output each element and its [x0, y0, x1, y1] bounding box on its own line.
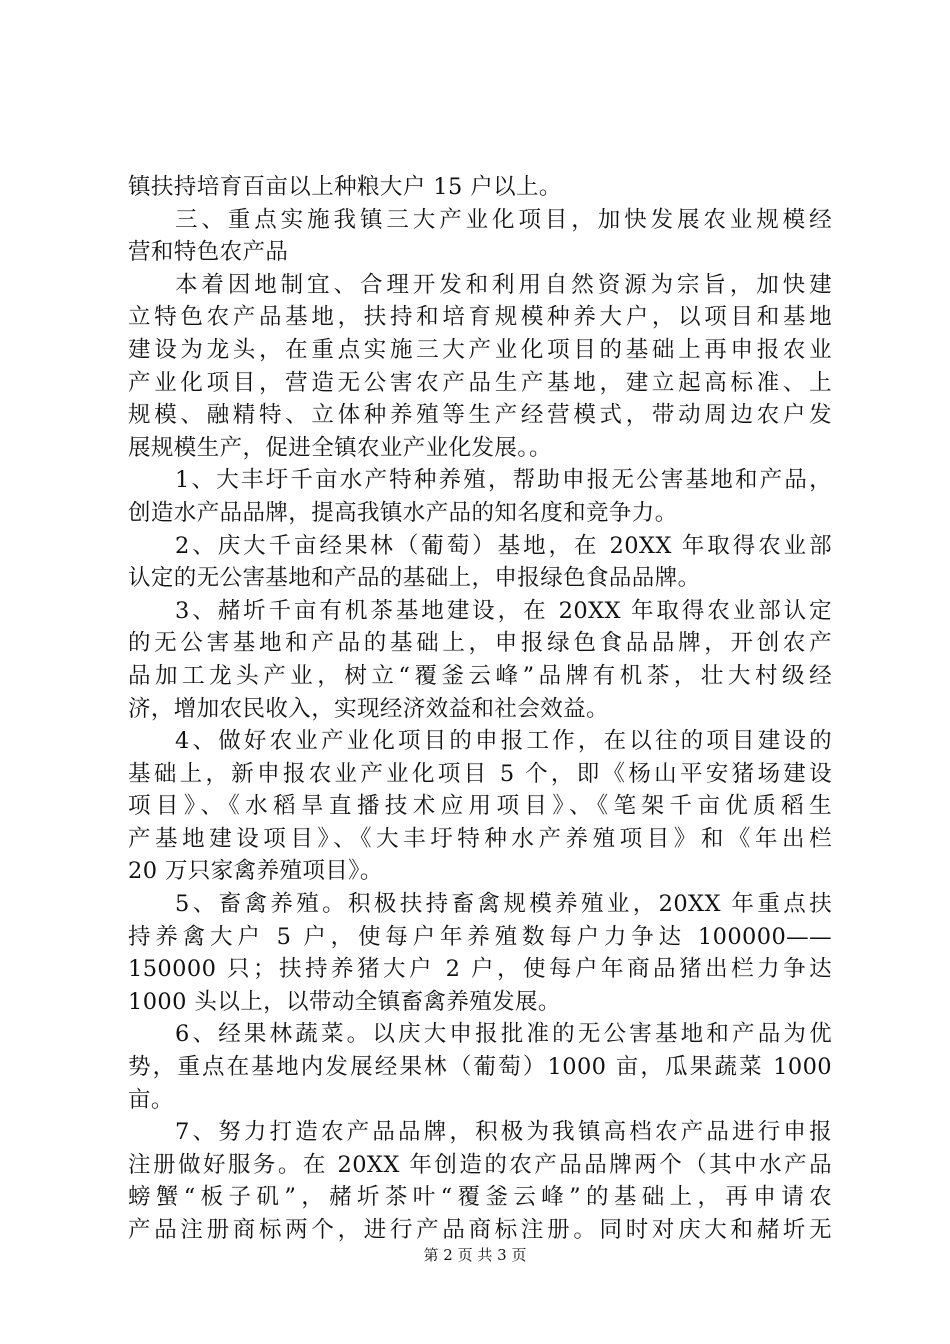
text-line: 项目》、《水稻旱直播技术应用项目》、《笔架千亩优质稻生 — [128, 793, 832, 820]
text-line: 三、重点实施我镇三大产业化项目，加快发展农业规模经 — [175, 206, 832, 233]
text-line: 镇扶持培育百亩以上种粮大户 15 户以上。 — [128, 174, 562, 200]
text-line: 6、经果林蔬菜。以庆大申报批准的无公害基地和产品为优 — [175, 1021, 832, 1048]
text-line: 本着因地制宜、合理开发和利用自然资源为宗旨，加快建 — [175, 271, 832, 298]
text-line: 2、庆大千亩经果林（葡萄）基地，在 20XX 年取得农业部 — [175, 532, 832, 559]
text-line: 产基地建设项目》、《大丰圩特种水产养殖项目》和《年出栏 — [128, 825, 832, 852]
text-line: 创造水产品品牌，提高我镇水产品的知名度和竞争力。 — [128, 499, 678, 526]
text-line: 认定的无公害基地和产品的基础上，申报绿色食品品牌。 — [128, 565, 701, 592]
text-line: 亩。 — [128, 1086, 174, 1113]
text-line: 4、做好农业产业化项目的申报工作，在以往的项目建设的 — [175, 728, 832, 755]
text-line: 螃蟹“板子矶”，赭圻茶叶“覆釜云峰”的基础上，再申请农 — [128, 1184, 832, 1211]
text-line: 立特色农产品基地，扶持和培育规模种养大户，以项目和基地 — [128, 304, 832, 331]
text-line: 营和特色农产品 — [128, 239, 289, 266]
document-body — [128, 171, 832, 1247]
text-line: 势，重点在基地内发展经果林（葡萄）1000 亩，瓜果蔬菜 1000 — [128, 1054, 832, 1081]
text-line: 的无公害基地和产品的基础上，申报绿色食品品牌，开创农产 — [128, 630, 832, 657]
text-line: 3、赭圻千亩有机茶基地建设，在 20XX 年取得农业部认定 — [175, 597, 832, 624]
text-line: 建设为龙头，在重点实施三大产业化项目的基础上再申报农业 — [128, 336, 832, 363]
text-line: 品加工龙头产业，树立“覆釜云峰”品牌有机茶，壮大村级经 — [128, 662, 832, 689]
text-line: 150000 只；扶持养猪大户 2 户，使每户年商品猪出栏力争达 — [128, 956, 832, 983]
text-line: 注册做好服务。在 20XX 年创造的农产品品牌两个（其中水产品 — [128, 1151, 832, 1178]
text-line: 济，增加农民收入，实现经济效益和社会效益。 — [128, 695, 609, 722]
text-line: 1、大丰圩千亩水产特种养殖，帮助申报无公害基地和产品， — [175, 467, 832, 494]
text-line: 规模、融精特、立体种养殖等生产经营模式，带动周边农户发 — [128, 402, 832, 429]
text-line: 展规模生产，促进全镇农业产业化发展。。 — [128, 434, 552, 461]
text-line: 1000 头以上，以带动全镇畜禽养殖发展。 — [128, 988, 561, 1015]
text-line: 产品注册商标两个，进行产品商标注册。同时对庆大和赭圻无 — [128, 1217, 832, 1243]
text-line: 基础上，新申报农业产业化项目 5 个，即《杨山平安猪场建设 — [128, 760, 832, 787]
text-line: 20 万只家禽养殖项目》。 — [128, 858, 383, 885]
text-line: 5、畜禽养殖。积极扶持畜禽规模养殖业，20XX 年重点扶 — [175, 891, 832, 918]
text-line: 持养禽大户 5 户，使每户年养殖数每户力争达 100000—— — [128, 923, 832, 950]
text-line: 7、努力打造农产品品牌，积极为我镇高档农产品进行申报 — [175, 1119, 832, 1146]
text-line: 产业化项目，营造无公害农产品生产基地，建立起高标准、上 — [128, 369, 832, 396]
page-footer: 第 2 页 共 3 页 — [423, 1246, 527, 1264]
